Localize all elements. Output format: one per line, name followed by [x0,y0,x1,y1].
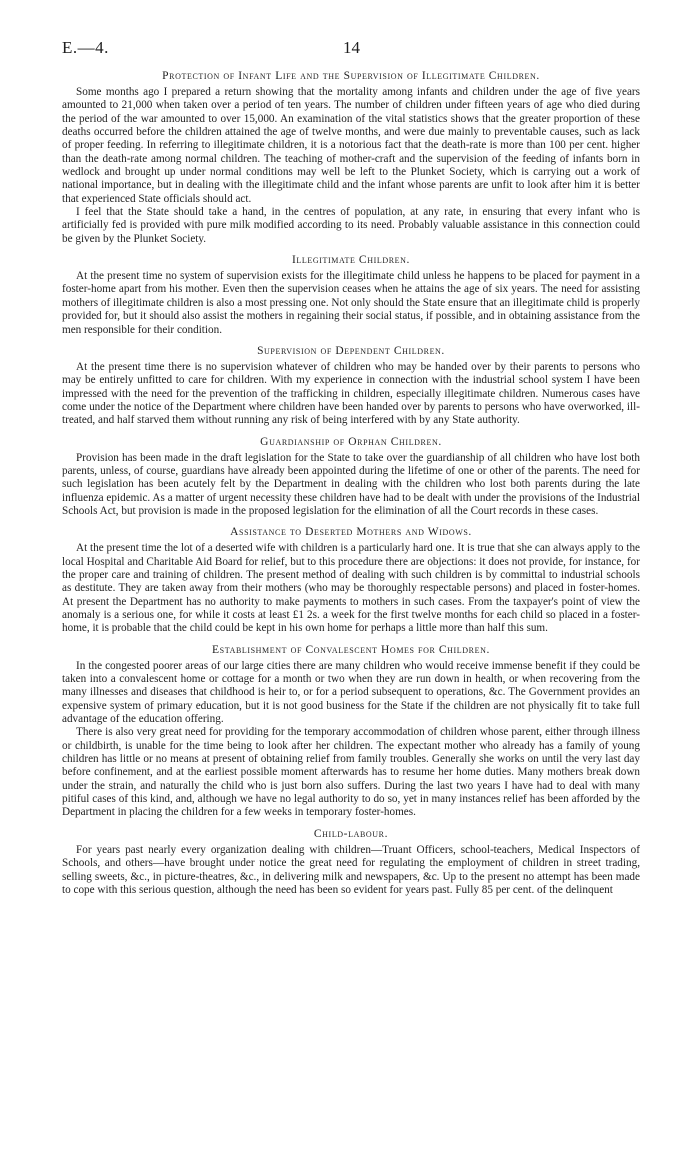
paragraph: There is also very great need for providing for the temporary accommodation of children whose parent, either through illness or childbirth, is unable for the time being to look after her children. The expectant mother who already has a family of young children has little or no means at present of obtaining relief from family troubles. Generally she works on until the very last day before confinement, and at the earliest possible moment afterwards has to resume her home duties. Many mothers break down under the strain, and naturally the child who is just born also suffers. During the last two years I have had to deal with many pitiful cases of this kind, and, although we have no legal authority to do so, yet in many instances relief has been afforded by the Department in placing the children for a few weeks in temporary foster-homes. [62,726,640,819]
section-convalescent-homes [62,643,640,820]
section-heading: Assistance to Deserted Mothers and Widows. [230,526,472,539]
parliamentary-paper-reference: E.—4. [62,38,109,57]
paragraph: At the present time there is no supervision whatever of children who may be handed over by their parents to persons who may be entirely unfitted to care for children. With my experience in connection with the industrial school system I have been impressed with the need for the prevention of the trafficking in children, especially illegitimate children. Numerous cases have come under the notice of the Department where children have been handed over by parents to persons who have overworked, ill-treated, and half starved them without running any risk of being interfered with by any State authority. [62,360,640,427]
section-child-labour [62,827,640,897]
page-number: 14 [343,38,360,57]
section-heading: Child-labour. [313,827,389,840]
section-protection-of-infant-life [62,69,640,246]
section-supervision-of-dependent-children [62,344,640,428]
section-heading: Supervision of Dependent Children. [257,344,445,357]
paragraph: In the congested poorer areas of our large cities there are many children who would receive immense benefit if they could be taken into a convalescent home or cottage for a month or two when they are run down in health, or when recovering from the many illnesses and diseases that childhood is heir to, or for a period subsequent to operations, &c. The Government provides an expensive system of primary education, but it is not good business for the State if the children are not physically fit to take full advantage of the education offering. [62,659,640,726]
section-heading: Illegitimate Children. [292,254,410,267]
section-assistance-to-deserted-mothers [62,525,640,635]
paragraph: I feel that the State should take a hand, in the centres of population, at any rate, in ensuring that every infant who is artificially fed is provided with pure milk modified according to its need. Probably valuable assistance in this connection could be given by the Plunket Society. [62,206,640,245]
page-header [62,38,640,62]
section-heading: Protection of Infant Life and the Supervision of Illegitimate Children. [162,70,540,82]
section-illegitimate-children [62,253,640,337]
section-heading: Guardianship of Orphan Children. [260,435,442,448]
paragraph: Some months ago I prepared a return showing that the mortality among infants and children under the age of five years amounted to 21,000 when taken over a period of ten years. The number of children under fifteen years of age who died during the period of the war amounted to over 15,000. An examination of the vital statistics shows that the greater proportion of these deaths occurred before the children attained the age of twelve months, and were due mainly to preventable causes, such as lack of proper feeding. In referring to illegitimate children, it is a notorious fact that the death-rate is more than 100 per cent. higher than the death-rate among normal children. The teaching of mother-craft and the supervision of the feeding of infants born in wedlock and brought up under normal conditions may well be left to the Plunket Society, which is carrying out a work of national importance, but in dealing with the illegitimate child and the infant whose parents are unfit to look after him it is better that experienced State officials should act. [62,86,640,205]
paragraph: For years past nearly every organization dealing with children—Truant Officers, school-teachers, Medical Inspectors of Schools, and others—have brought under notice the great need for regulating the employment of children in street trading, selling sweets, &c., in picture-theatres, &c., in delivering milk and newspapers, &c. Up to the present no attempt has been made to cope with this serious question, although the need has been so evident for years past. Fully 85 per cent. of the delinquent [62,843,640,896]
paragraph: At the present time the lot of a deserted wife with children is a particularly hard one. It is true that she can always apply to the local Hospital and Charitable Aid Board for relief, but to this procedure there are objections: it does not provide, for instance, for the proper care and training of children. The present method of dealing with such children is by committal to industrial schools as destitute. They are taken away from their mothers (who may be thoroughly respectable persons) and placed in foster-homes. At present the Department has no authority to make payments to mothers in such cases. From the taxpayer's point of view the anomaly is a serious one, for while it costs at least £1 2s. a week for the first twelve months for each child so placed in a foster-home, it is probable that the child could be kept in his own home for perhaps a little more than half this sum. [62,542,640,635]
section-heading: Establishment of Convalescent Homes for Children. [212,643,490,656]
section-guardianship-of-orphan-children [62,435,640,519]
paragraph: Provision has been made in the draft legislation for the State to take over the guardianship of all children who have lost both parents, unless, of course, guardians have already been appointed during the lifetime of one or other of the parents. The need for such legislation has been acutely felt by the Department in dealing with the children who lost both parents during the late influenza epidemic. As a matter of urgent necessity these children have had to be dealt with under the provisions of the Industrial Schools Act, but provision is made in the proposed legislation for the elimination of all the Court records in these cases. [62,451,640,517]
paragraph: At the present time no system of supervision exists for the illegitimate child unless he happens to be placed for payment in a foster-home apart from his mother. Even then the supervision ceases when he attains the age of six years. The need for assisting mothers of illegitimate children is also a most pressing one. Not only should the State ensure that an illegitimate child is properly provided for, but it should also assist the mothers in regaining their social status, if possible, and in obtaining assistance from the men responsible for their condition. [62,270,640,336]
